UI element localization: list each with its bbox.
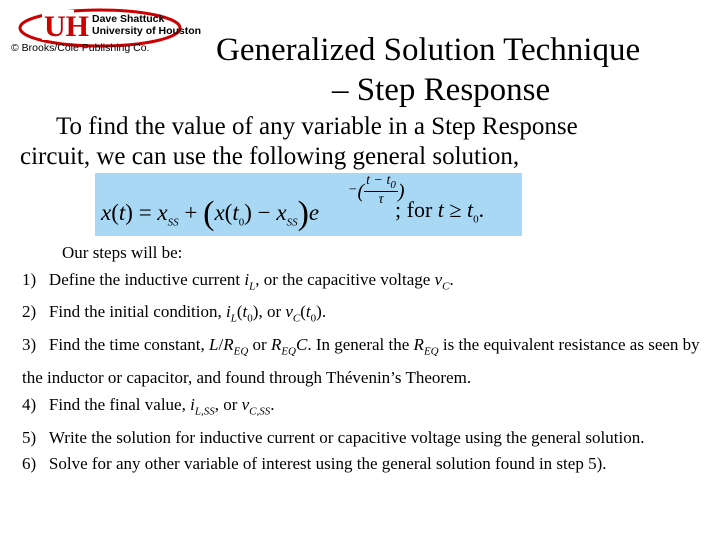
step-3-number: 3) (22, 335, 37, 355)
step-2-number: 2) (22, 302, 37, 322)
step-3-text-c: . In general the (307, 335, 414, 355)
step-2-text-a: Find the initial condition, (48, 302, 226, 322)
equation-body: $x(t) = x_{SS} + (x(t_0) - x_{SS})e$ (101, 195, 320, 232)
title-line-1: Generalized Solution Technique (216, 32, 641, 68)
general-solution-equation (95, 173, 522, 236)
step-3-text-b: or (248, 335, 271, 355)
title-line-2: – Step Response (332, 72, 551, 108)
step-1-text-b: , or the capacitive voltage (255, 269, 435, 289)
publisher-logo (8, 4, 202, 62)
step-5-text: Write the solution for inductive current or capacitive voltage using the general solution. (48, 427, 645, 447)
logo-author: Dave Shattuck (92, 13, 165, 25)
slide-title (200, 30, 700, 110)
logo-university: University of Houston (92, 25, 202, 37)
step-4-number: 4) (22, 394, 37, 414)
step-2: 2) Find the initial condition, $i_L(t_0)$, or $v_C(t_0)$. (22, 302, 327, 325)
logo-publisher: © Brooks/Cole Publishing Co. (11, 42, 150, 54)
step-6-number: 6) (22, 454, 37, 474)
step-3: 3) Find the time constant, $L/R_{EQ}$ or $R_{EQ}C$. In general the $R_{EQ}$ is the equivalent resistance as seen by the inductor or capacitor, and found through Thévenin’s Theorem. (22, 335, 700, 388)
step-2-text-b: , or (258, 302, 286, 322)
step-1-number: 1) (22, 269, 37, 289)
intro-line-1: To find the value of any variable in a Step Response (56, 113, 578, 140)
step-4-text-b: , or (214, 394, 242, 414)
intro-line-2: circuit, we can use the following general solution, (20, 143, 520, 170)
step-5-number: 5) (22, 427, 37, 447)
step-1: 1) Define the inductive current $i_L$, or the capacitive voltage $v_C$. (22, 269, 454, 292)
steps-lead: Our steps will be: (62, 243, 183, 262)
step-3-text-d: is the equivalent resistance as seen by the inductor or capacitor, and found through Thévenin’s Theorem. (22, 335, 700, 388)
svg-text:UH: UH (44, 10, 89, 43)
step-3-text-a: Find the time constant, (48, 335, 209, 355)
step-1-text-a: Define the inductive current (48, 269, 245, 289)
solution-steps (22, 240, 702, 478)
step-5 (22, 425, 702, 452)
equation-exponent: −( $\frac{t - t_0}{\tau}$ ) (348, 173, 405, 207)
intro-paragraph (20, 112, 710, 172)
step-6-text: Solve for any other variable of interest using the general solution found in step 5). (48, 454, 607, 474)
step-4-text-a: Find the final value, (48, 394, 191, 414)
step-4: 4) Find the final value, $i_{L,SS}$, or $v_{C,SS}$. (22, 394, 275, 418)
step-6 (22, 451, 702, 478)
equation-condition: ; for $t \ge t_0$. (395, 197, 485, 226)
